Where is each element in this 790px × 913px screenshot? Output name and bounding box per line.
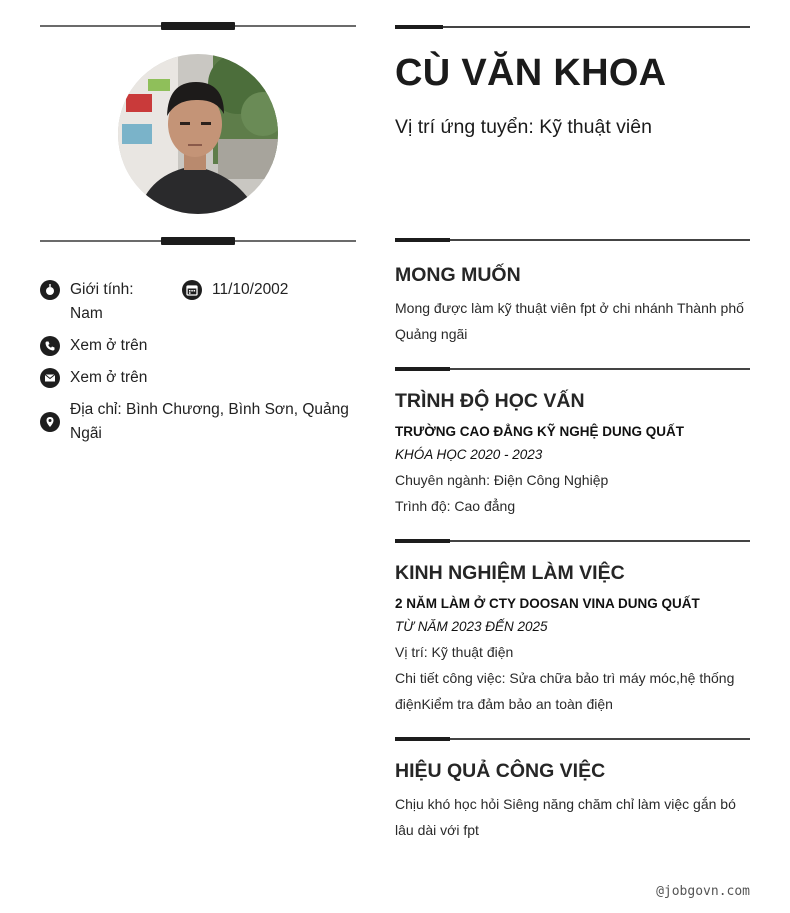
education-major: Chuyên ngành: Điện Công Nghiệp [395,472,609,488]
gender-value: Nam [70,305,103,322]
birthdate-value: 11/10/2002 [212,281,289,298]
performance-text: Chịu khó học hỏi Siêng năng chăm chỉ làm việc gắn bó lâu dài với fpt [395,796,736,838]
phone-row [40,334,147,358]
avatar [118,54,278,214]
experience-period: TỪ NĂM 2023 ĐẾN 2025 [395,619,548,634]
education-level: Trình độ: Cao đẳng [395,498,516,514]
calendar-icon [182,280,202,300]
section-title-objective: MONG MUỐN [395,264,521,286]
experience-details: Chi tiết công việc: Sửa chữa bảo trì máy móc,hệ thống điệnKiểm tra đảm bảo an toàn điện [395,670,735,712]
section-divider-experience [395,539,750,543]
experience-role: Vị trí: Kỹ thuật điện [395,644,514,660]
candidate-name: CÙ VĂN KHOA [395,52,667,94]
email-row [40,366,147,390]
section-title-experience: KINH NGHIỆM LÀM VIỆC [395,562,625,584]
experience-company: 2 NĂM LÀM Ở CTY DOOSAN VINA DUNG QUẤT [395,596,700,611]
section-divider-objective [395,238,750,242]
decorative-divider-top [40,22,356,30]
gender-label: Giới tính: [70,281,134,298]
gender-icon [40,280,60,300]
address-value: Địa chỉ: Bình Chương, Bình Sơn, Quảng Ngãi [70,401,349,442]
applied-position: Vị trí ứng tuyển: Kỹ thuật viên [395,116,652,138]
decorative-divider-bottom [40,237,356,245]
objective-text: Mong được làm kỹ thuật viên fpt ở chi nhánh Thành phố Quảng ngãi [395,300,744,342]
section-title-education: TRÌNH ĐỘ HỌC VẤN [395,390,585,412]
gender-row [40,278,170,326]
section-divider-education [395,367,750,371]
phone-icon [40,336,60,356]
section-title-performance: HIỆU QUẢ CÔNG VIỆC [395,760,606,782]
address-row [40,398,356,446]
education-period: KHÓA HỌC 2020 - 2023 [395,447,543,462]
phone-value: Xem ở trên [70,337,148,354]
watermark: @jobgovn.com [656,884,750,899]
location-pin-icon [40,412,60,432]
birthdate-row [182,278,288,302]
header-divider [395,25,750,29]
section-divider-performance [395,737,750,741]
email-icon [40,368,60,388]
gender-text [70,278,134,326]
education-school: TRƯỜNG CAO ĐẲNG KỸ NGHỆ DUNG QUẤT [395,424,684,439]
email-value: Xem ở trên [70,369,148,386]
